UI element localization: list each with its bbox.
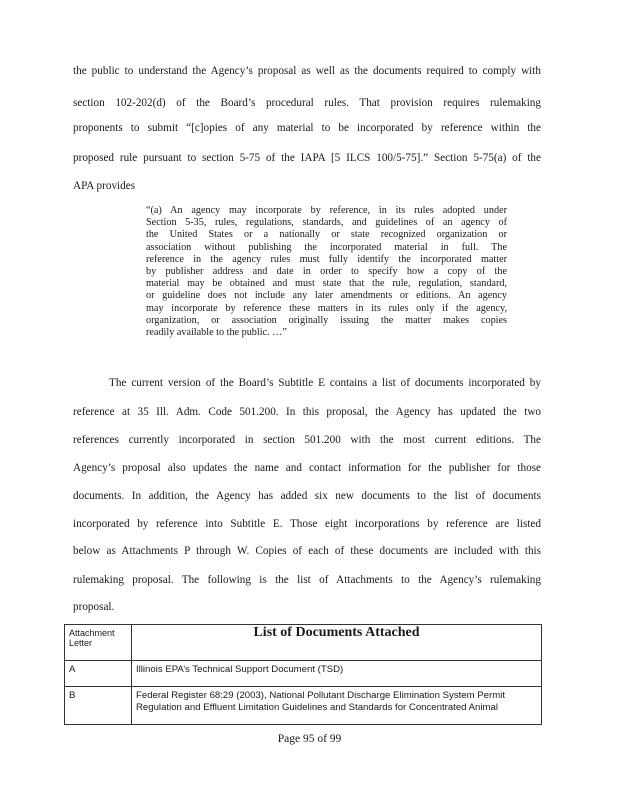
table-row (65, 687, 542, 725)
quote-line: organization, or association originally issuing the matter makes copies (146, 314, 507, 326)
quote-line: the United States or a nationally or state recognized organization or (146, 229, 507, 241)
attachment-description: Federal Register 68:29 (2003), National Pollutant Discharge Elimination System Permit Regulation and Effluent Limitation Guidelines and Standards for Concentrated Animal (132, 687, 542, 725)
attachment-letter: A (65, 661, 132, 687)
attachment-letter: B (65, 687, 132, 725)
page-number: Page 95 of 99 (277, 733, 342, 745)
block-quote (146, 205, 507, 339)
body-text-line: APA provides (73, 180, 136, 192)
quote-line: or guideline does not include any later amendments or editions. An agency (146, 290, 507, 302)
attachment-description: Illinois EPA’s Technical Support Document (TSD) (132, 661, 542, 687)
body-text-line: below as Attachments P through W. Copies of each of these documents are included with this (73, 545, 541, 557)
body-text-line: section 102-202(d) of the Board’s procedural rules. That provision requires rulemaking (73, 97, 541, 109)
body-text-line: documents. In addition, the Agency has added six new documents to the list of documents (73, 490, 541, 502)
table-header-row (65, 625, 542, 661)
table-row (65, 661, 542, 687)
quote-line: reference in the agency rules must fully identify the incorporated matter (146, 253, 507, 265)
body-text-line: Agency’s proposal also updates the name and contact information for the publisher for those (73, 462, 541, 474)
documents-table (64, 624, 542, 725)
quote-line: may incorporate by reference these matters in its rules only if the agency, (146, 302, 507, 314)
quote-line: Section 5-35, rules, regulations, standards, and guidelines of an agency of (146, 217, 507, 229)
documents-table-title: List of Documents Attached (132, 625, 542, 661)
body-text-line: the public to understand the Agency’s proposal as well as the documents required to comply with (73, 65, 541, 77)
attachment-letter-header: Attachment Letter (65, 625, 132, 661)
body-text-line: reference at 35 Ill. Adm. Code 501.200. In this proposal, the Agency has updated the two (73, 406, 541, 418)
body-text-line: rulemaking proposal. The following is the list of Attachments to the Agency’s rulemaking (73, 574, 541, 586)
quote-line: by publisher address and date in order to specify how a copy of the (146, 266, 507, 278)
body-text-line: proponents to submit “[c]opies of any material to be incorporated by reference within the (73, 122, 541, 134)
body-text-line: proposal. (73, 601, 115, 613)
body-text-line: proposed rule pursuant to section 5-75 of the IAPA [5 ILCS 100/5-75].” Section 5-75(a) of the (73, 152, 541, 164)
body-text-line: incorporated by reference into Subtitle E. Those eight incorporations by reference are listed (73, 518, 541, 530)
quote-line: “(a) An agency may incorporate by reference, in its rules adopted under (146, 205, 507, 216)
quote-line: readily available to the public. …” (146, 327, 287, 339)
quote-line: material may be obtained and must state that the rule, regulation, standard, (146, 278, 507, 290)
body-text-line: The current version of the Board’s Subtitle E contains a list of documents incorporated by (109, 377, 541, 389)
body-text-line: references currently incorporated in section 501.200 with the most current editions. The (73, 434, 541, 446)
quote-line: association without publishing the incorporated material in full. The (146, 241, 507, 253)
